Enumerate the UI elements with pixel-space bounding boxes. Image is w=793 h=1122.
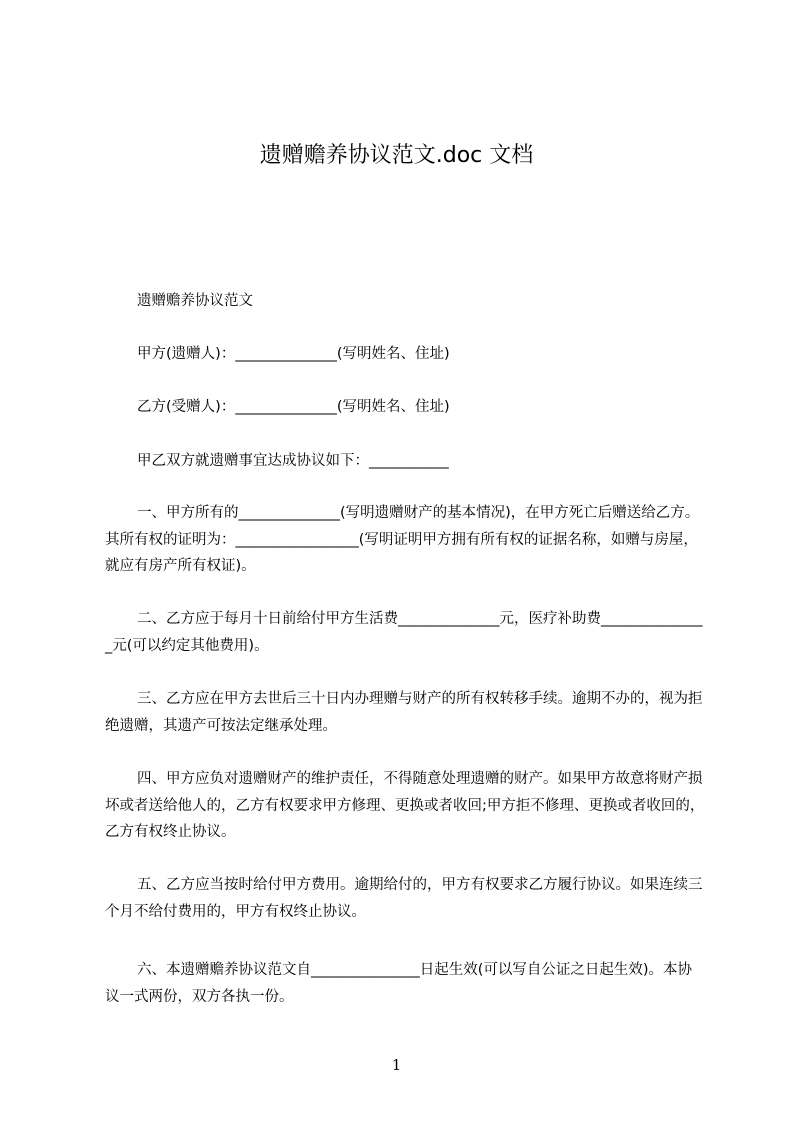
- paragraph-clause-1: 一、甲方所有的______________(写明遗赠财产的基本情况)，在甲方死亡后赠送给乙方。其所有权的证明为：_________________(写明证明甲方拥有所有权的证据名称，如赠与房屋，就应有房产所有权证)。: [105, 505, 700, 574]
- paragraph-agreement-intro: 甲乙双方就遗赠事宜达成协议如下：___________: [137, 453, 449, 469]
- page-number: 1: [391, 1056, 402, 1074]
- document-title: 遗赠赡养协议范文.doc 文档: [259, 143, 534, 168]
- paragraph-clause-2: 二、乙方应于每月十日前给付甲方生活费______________元，医疗补助费_______________元(可以约定其他费用)。: [105, 611, 703, 654]
- paragraph-heading: 遗赠赡养协议范文: [137, 293, 253, 309]
- paragraph-party-b: 乙方(受赠人)：______________(写明姓名、住址): [137, 399, 450, 415]
- paragraph-clause-6: 六、本遗赠赡养协议范文自_______________日起生效(可以写自公证之日起生效)。本协议一式两份，双方各执一份。: [105, 962, 693, 1005]
- paragraph-party-a: 甲方(遗赠人)：______________(写明姓名、住址): [137, 346, 450, 362]
- paragraph-clause-5: 五、乙方应当按时给付甲方费用。逾期给付的，甲方有权要求乙方履行协议。如果连续三个月不给付费用的，甲方有权终止协议。: [105, 877, 703, 920]
- paragraph-clause-3: 三、乙方应在甲方去世后三十日内办理赠与财产的所有权转移手续。逾期不办的，视为拒绝遗赠，其遗产可按法定继承处理。: [105, 691, 703, 734]
- paragraph-clause-4: 四、甲方应负对遗赠财产的维护责任，不得随意处理遗赠的财产。如果甲方故意将财产损坏或者送给他人的，乙方有权要求甲方修理、更换或者收回;甲方拒不修理、更换或者收回的，乙方有权终止协议。: [105, 771, 705, 840]
